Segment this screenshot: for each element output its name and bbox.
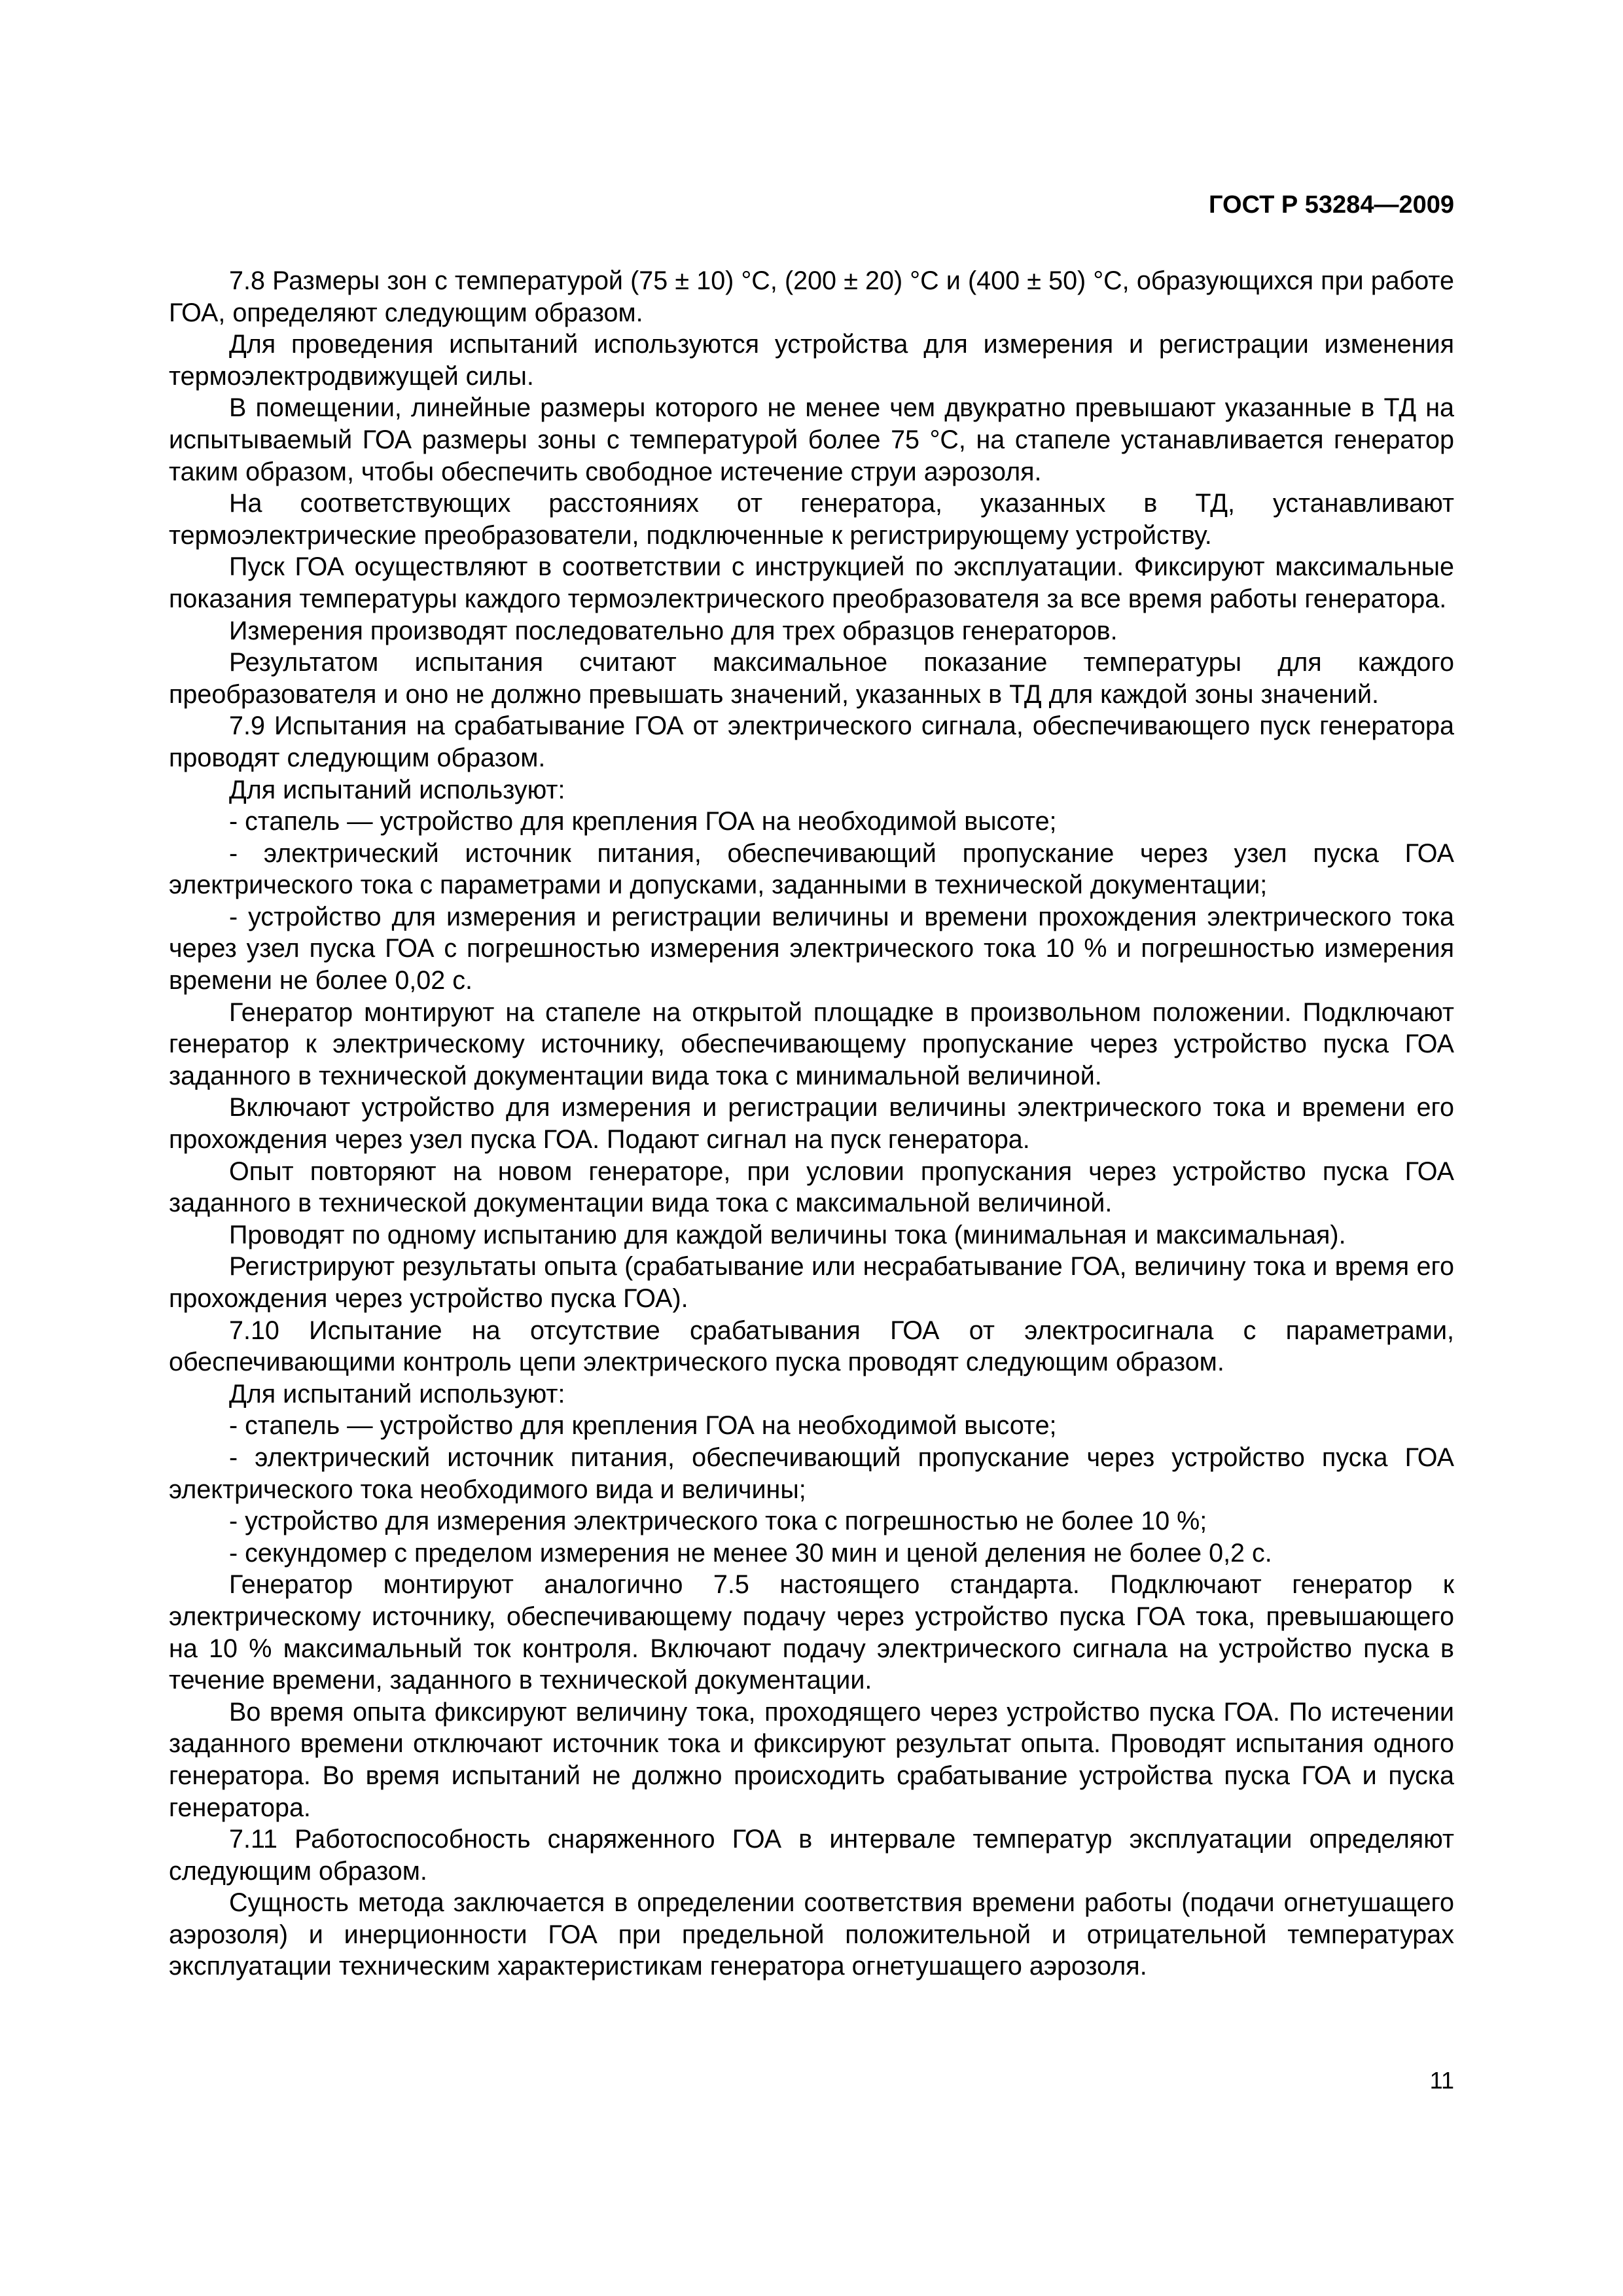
paragraph: Для испытаний используют: [229, 1379, 565, 1408]
paragraph: Включают устройство для измерения и регистрации величины электрического тока и времени его прохождения через узел пуска ГОА. Подают сигнал на пуск генератора. [169, 1093, 1454, 1155]
paragraph: 7.10 Испытание на отсутствие срабатывания ГОА от электросигнала с параметрами, обеспечивающими контроль цепи электрического пуска проводят следующим образом. [169, 1316, 1454, 1377]
page-number: 11 [1429, 2067, 1454, 2094]
paragraph: Во время опыта фиксируют величину тока, проходящего через устройство пуска ГОА. По истечении заданного времени отключают источник тока и фиксируют результат опыта. Проводят испытания одного генератора. Во время испытаний не должно происходить срабатывание устройства пуска ГОА и пуска генератора. [169, 1697, 1454, 1822]
paragraph: - секундомер с пределом измерения не менее 30 мин и ценой деления не более 0,2 с. [229, 1538, 1272, 1568]
paragraph: - устройство для измерения электрического тока с погрешностью не более 10 %; [229, 1507, 1207, 1536]
paragraph: 7.9 Испытания на срабатывание ГОА от электрического сигнала, обеспечивающего пуск генератора проводят следующим образом. [169, 711, 1454, 772]
paragraph: Сущность метода заключается в определении соответствия времени работы (подачи огнетушащего аэрозоля) и инерционности ГОА при предельной положительной и отрицательной температурах эксплуатации техническим характеристикам генератора огнетушащего аэрозоля. [169, 1888, 1454, 1981]
paragraph: Измерения производят последовательно для трех образцов генераторов. [229, 616, 1118, 645]
paragraph: 7.8 Размеры зон с температурой (75 ± 10) °C, (200 ± 20) °C и (400 ± 50) °C, образующихся при работе ГОА, определяют следующим образом. [169, 266, 1454, 327]
paragraph: На соответствующих расстояниях от генератора, указанных в ТД, устанавливают термоэлектрические преобразователи, подключенные к регистрирующему устройству. [169, 489, 1454, 550]
paragraph: - электрический источник питания, обеспечивающий пропускание через узел пуска ГОА электрического тока с параметрами и допусками, заданными в технической документации; [169, 838, 1454, 900]
paragraph: Генератор монтируют на стапеле на открытой площадке в произвольном положении. Подключают генератор к электрическому источнику, обеспечивающему пропускание через устройство пуска ГОА заданного в технической документации вида тока с минимальной величиной. [169, 997, 1454, 1090]
paragraph: Генератор монтируют аналогично 7.5 настоящего стандарта. Подключают генератор к электрическому источнику, обеспечивающему подачу через устройство пуска ГОА тока, превышающего на 10 % максимальный ток контроля. Включают подачу электрического сигнала на устройство пуска в течение времени, заданного в технической документации. [169, 1570, 1454, 1695]
standard-header: ГОСТ Р 53284—2009 [1209, 191, 1454, 219]
paragraph: 7.11 Работоспособность снаряженного ГОА в интервале температур эксплуатации определяют следующим образом. [169, 1825, 1454, 1886]
paragraph: Проводят по одному испытанию для каждой величины тока (минимальная и максимальная). [229, 1220, 1346, 1249]
paragraph: В помещении, линейные размеры которого не менее чем двукратно превышают указанные в ТД на испытываемый ГОА размеры зоны с температурой более 75 °C, на стапеле устанавливается генератор таким образом, чтобы обеспечить свободное истечение струи аэрозоля. [169, 393, 1454, 486]
paragraph: Регистрируют результаты опыта (срабатывание или несрабатывание ГОА, величину тока и время его прохождения через устройство пуска ГОА). [169, 1252, 1454, 1313]
paragraph: - стапель — устройство для крепления ГОА на необходимой высоте; [229, 1411, 1057, 1441]
document-body [169, 265, 1454, 1982]
paragraph: Для испытаний используют: [229, 775, 565, 804]
paragraph: - стапель — устройство для крепления ГОА на необходимой высоте; [229, 807, 1057, 836]
paragraph: Опыт повторяют на новом генераторе, при условии пропускания через устройство пуска ГОА заданного в технической документации вида тока с максимальной величиной. [169, 1157, 1454, 1218]
paragraph: Результатом испытания считают максимальное показание температуры для каждого преобразователя и оно не должно превышать значений, указанных в ТД для каждой зоны значений. [169, 648, 1454, 709]
paragraph: Пуск ГОА осуществляют в соответствии с инструкцией по эксплуатации. Фиксируют максимальные показания температуры каждого термоэлектрического преобразователя за все время работы генератора. [169, 552, 1454, 613]
paragraph: Для проведения испытаний используются устройства для измерения и регистрации изменения термоэлектродвижущей силы. [169, 330, 1454, 391]
paragraph: - электрический источник питания, обеспечивающий пропускание через устройство пуска ГОА электрического тока необходимого вида и величины; [169, 1443, 1454, 1504]
paragraph: - устройство для измерения и регистрации величины и времени прохождения электрического тока через узел пуска ГОА с погрешностью измерения электрического тока 10 % и погрешностью измерения времени не более 0,02 с. [169, 902, 1454, 996]
